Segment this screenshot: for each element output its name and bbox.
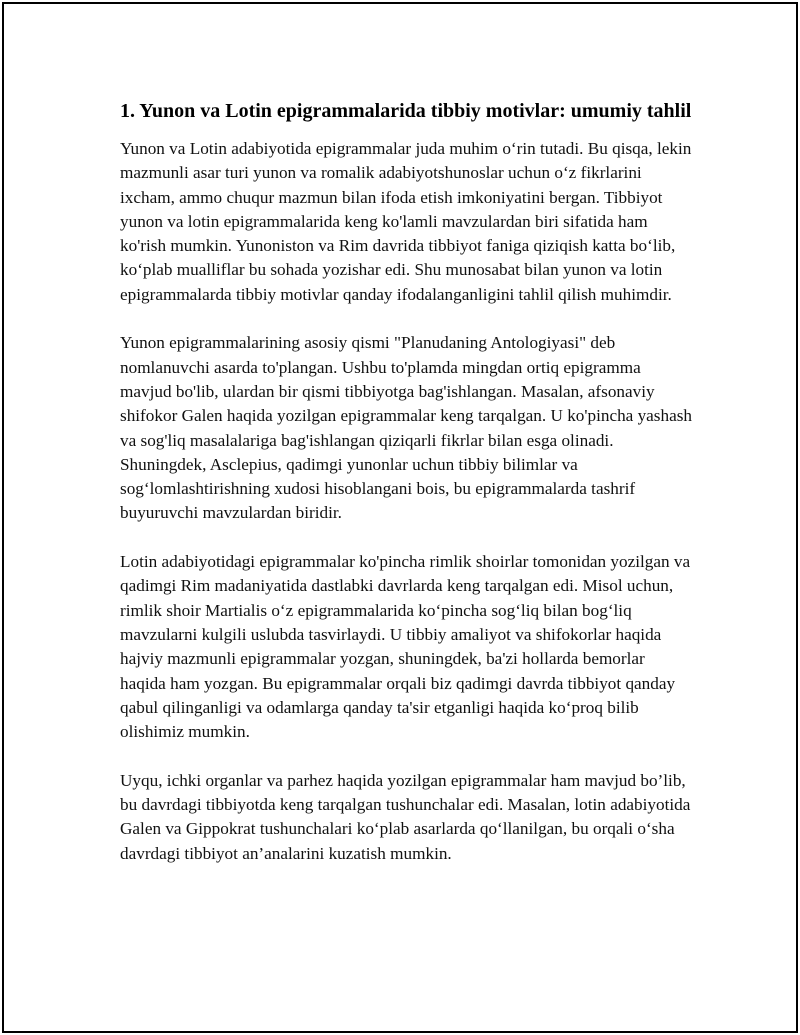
section-heading: 1. Yunon va Lotin epigrammalarida tibbiy motivlar: umumiy tahlil — [120, 100, 692, 122]
paragraph-intro: Yunon va Lotin adabiyotida epigrammalar juda muhim o‘rin tutadi. Bu qisqa, lekin mazmunli asar turi yunon va romalik adabiyotshunoslar uchun o‘z fikrlarini ixcham, ammo chuqur mazmun bilan ifoda etish imkoniyatini bergan. Tibbiyot yunon va lotin epigrammalarida keng ko'lamli mavzulardan biri sifatida ham ko'rish mumkin. Yunoniston va Rim davrida tibbiyot faniga qiziqish katta bo‘lib, ko‘plab mualliflar bu sohada yozishar edi. Shu munosabat bilan yunon va lotin epigrammalarda tibbiy motivlar qanday ifodalanganligini tahlil qilish muhimdir. — [120, 139, 692, 304]
document-body — [120, 96, 694, 890]
paragraph-conclusion: Uyqu, ichki organlar va parhez haqida yozilgan epigrammalar ham mavjud bo’lib, bu davrdagi tibbiyotda keng tarqalgan tushunchalar edi. Masalan, lotin adabiyotida Galen va Gippokrat tushunchalari ko‘plab asarlarda qo‘llanilgan, bu orqali o‘sha davrdagi tibbiyot an’analarini kuzatish mumkin. — [120, 770, 691, 863]
page-frame — [2, 2, 798, 1033]
paragraph-latin: Lotin adabiyotidagi epigrammalar ko'pincha rimlik shoirlar tomonidan yozilgan va qadimgi Rim madaniyatida dastlabki davrlarda keng tarqalgan edi. Misol uchun, rimlik shoir Martialis o‘z epigrammalarida ko‘pincha sog‘liq bilan bog‘liq mavzularni kulgili uslubda tasvirlaydi. U tibbiy amaliyot va shifokorlar haqida hajviy mazmunli epigrammalar yozgan, shuningdek, ba'zi hollarda bemorlar haqida ham yozgan. Bu epigrammalar orqali biz qadimgi davrda tibbiyot qanday qabul qilinganligi va odamlarga qanday ta'sir etganligi haqida ko‘proq bilib olishimiz mumkin. — [120, 552, 691, 742]
paragraph-greek: Yunon epigrammalarining asosiy qismi "Planudaning Antologiyasi" deb nomlanuvchi asarda to'plangan. Ushbu to'plamda mingdan ortiq epigramma mavjud bo'lib, ulardan bir qismi tibbiyotga bag'ishlangan. Masalan, afsonaviy shifokor Galen haqida yozilgan epigrammalar keng tarqalgan. U ko'pincha yashash va sog'liq masalalariga bag'ishlangan qiziqarli fikrlar bilan esga olinadi. Shuningdek, Asclepius, qadimgi yunonlar uchun tibbiy bilimlar va sog‘lomlashtirishning xudosi hisoblangani bois, bu epigrammalarda tashrif buyuruvchi mavzulardan biridir. — [120, 333, 693, 523]
